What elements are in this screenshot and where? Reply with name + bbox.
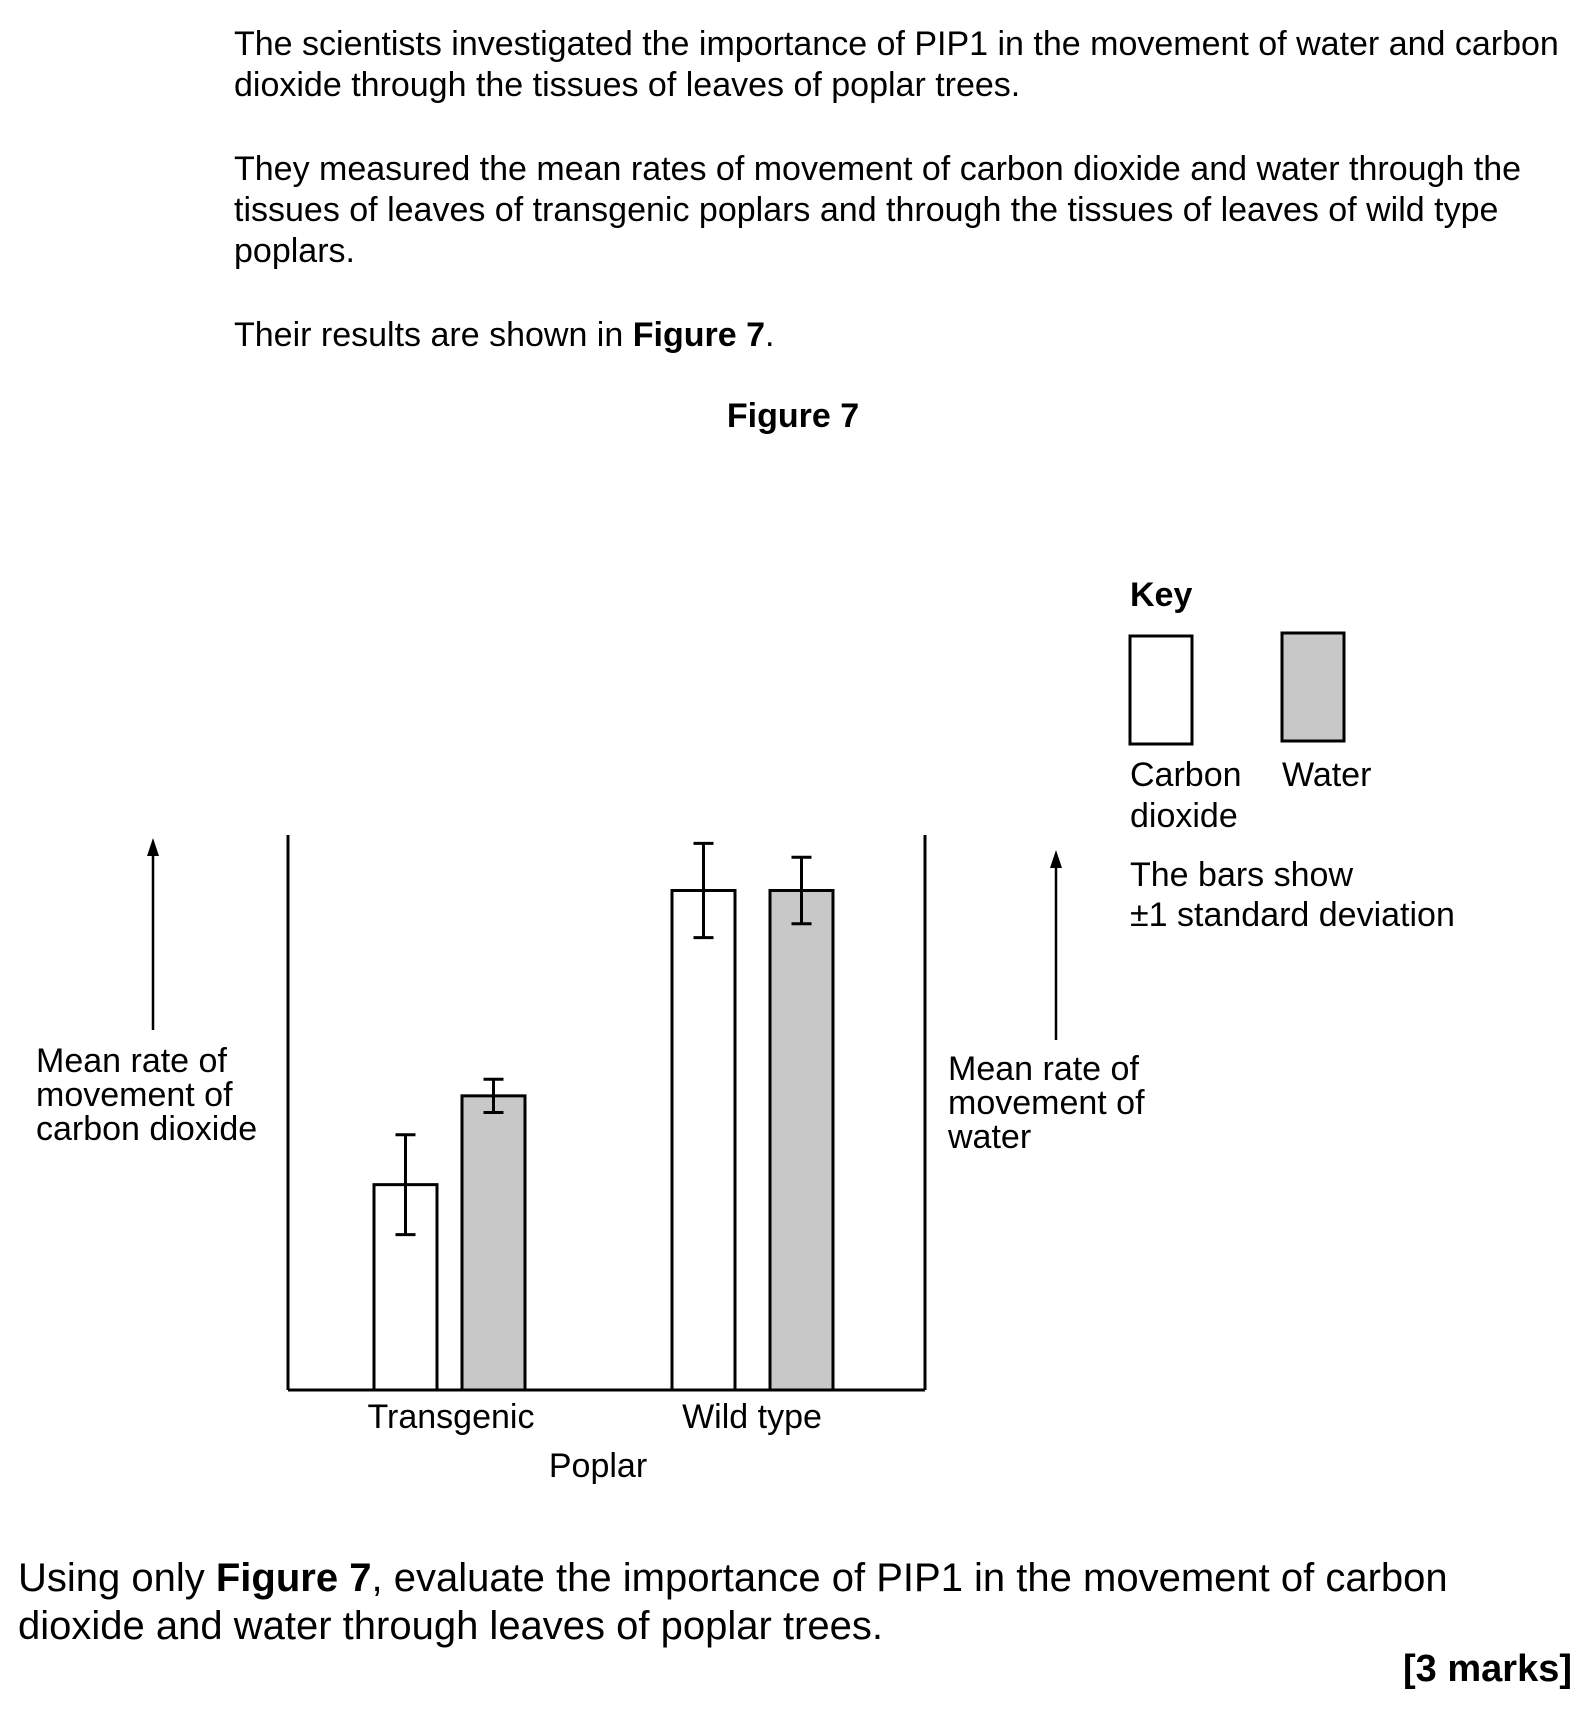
question-text xyxy=(18,1554,1558,1650)
legend-title: Key xyxy=(1130,576,1193,614)
legend-swatch-carbon-dioxide xyxy=(1130,636,1192,744)
marks-label: [3 marks] xyxy=(1403,1648,1572,1690)
intro-paragraph-2: They measured the mean rates of movement of carbon dioxide and water through the tissues of leaves of transgenic poplars and through the tissues of leaves of wild type poplars. xyxy=(234,150,1522,270)
intro-paragraph-1: The scientists investigated the importance of PIP1 in the movement of water and carbon dioxide through the tissues of leaves of poplar trees. xyxy=(234,25,1559,104)
legend-note-line-2: ±1 standard deviation xyxy=(1130,896,1455,934)
right-y-label-line-3: water xyxy=(948,1118,1032,1156)
legend-label-carbon-dioxide-line-1: Carbon xyxy=(1130,756,1242,794)
intro-3-figure-ref: Figure 7 xyxy=(632,316,765,354)
left-y-label-line-1: Mean rate of xyxy=(36,1042,227,1080)
x-tick-label-transgenic: Transgenic xyxy=(367,1398,535,1436)
left-y-arrow-head xyxy=(147,838,159,856)
figure-title: Figure 7 xyxy=(726,397,860,435)
question-text-pre: Using only xyxy=(18,1556,216,1600)
right-y-arrow-head xyxy=(1050,850,1062,868)
bar-water-transgenic xyxy=(462,1096,525,1390)
legend-swatch-water xyxy=(1282,633,1344,741)
question-text-post: , evaluate the importance of PIP1 in the movement of carbon dioxide and water through leaves of poplar trees. xyxy=(18,1556,1448,1648)
left-y-label-line-2: movement of xyxy=(36,1076,233,1114)
legend-label-carbon-dioxide-line-2: dioxide xyxy=(1130,797,1238,835)
right-y-label-line-2: movement of xyxy=(948,1084,1145,1122)
x-axis-title: Poplar xyxy=(548,1447,648,1485)
left-y-label-line-3: carbon dioxide xyxy=(36,1110,258,1148)
legend-label-water-line-1: Water xyxy=(1282,756,1372,794)
legend-note-line-1: The bars show xyxy=(1130,856,1353,894)
bar-water-wild-type xyxy=(770,891,833,1391)
right-y-label-line-1: Mean rate of xyxy=(948,1050,1139,1088)
question-figure-ref: Figure 7 xyxy=(215,1556,372,1600)
bar-carbon-dioxide-wild-type xyxy=(672,891,735,1391)
intro-3-text: Their results are shown in xyxy=(234,316,633,354)
x-tick-label-wild-type: Wild type xyxy=(682,1398,822,1436)
intro-3-period: . xyxy=(764,316,775,354)
